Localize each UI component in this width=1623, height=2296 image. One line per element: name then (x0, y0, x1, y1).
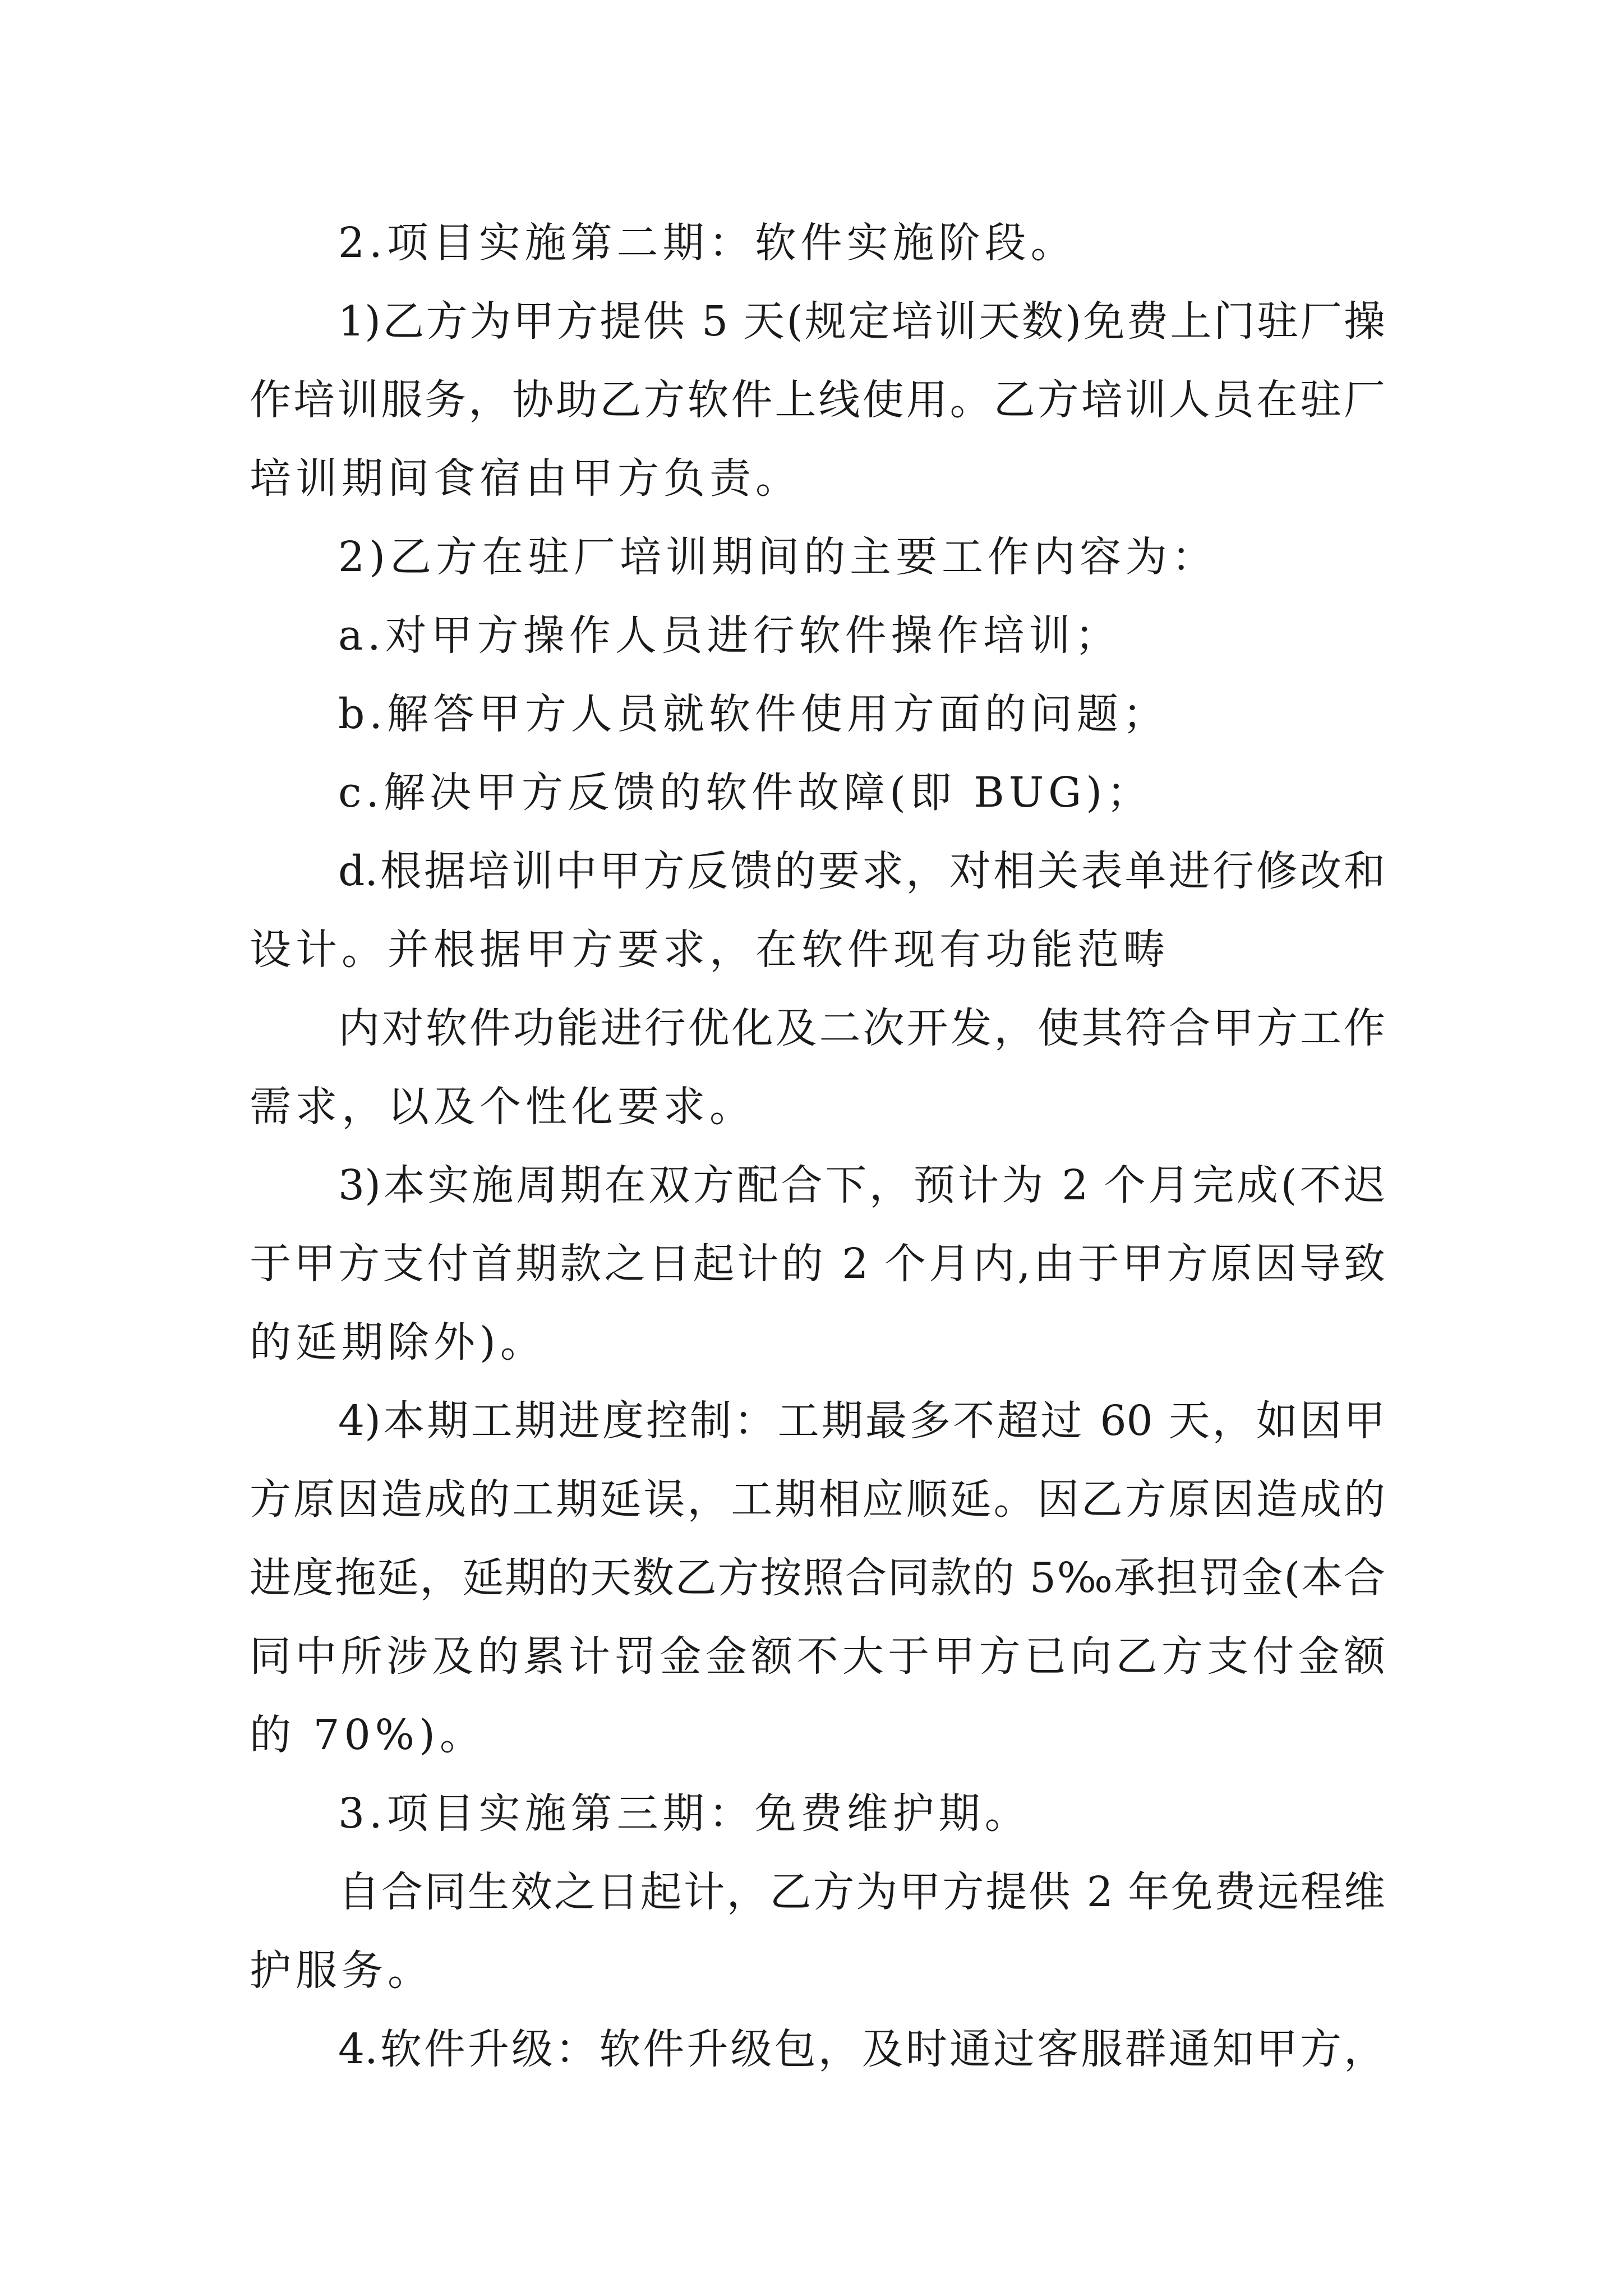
paragraph-line: 作培训服务，协助乙方软件上线使用。乙方培训人员在驻厂 (250, 376, 1385, 424)
paragraph-line: 自合同生效之日起计，乙方为甲方提供 2 年免费远程维 (338, 1868, 1385, 1916)
paragraph-line: 需求，以及个性化要求。 (250, 1083, 755, 1131)
paragraph-line: 设计。并根据甲方要求，在软件现有功能范畴 (250, 926, 1169, 974)
paragraph-line: 方原因造成的工期延误，工期相应顺延。因乙方原因造成的 (250, 1475, 1385, 1524)
paragraph-line: 3)本实施周期在双方配合下，预计为 2 个月完成(不迟 (338, 1161, 1385, 1209)
list-item-a: a.对甲方操作人员进行软件操作培训； (338, 611, 1121, 660)
paragraph-line: 2)乙方在驻厂培训期间的主要工作内容为： (338, 533, 1218, 581)
paragraph-line: 进度拖延，延期的天数乙方按照合同款的 5‰承担罚金(本合 (250, 1554, 1385, 1602)
paragraph-line: 3.项目实施第三期：免费维护期。 (338, 1789, 1031, 1838)
paragraph-line: 同中所涉及的累计罚金金额不大于甲方已向乙方支付金额 (250, 1632, 1385, 1681)
paragraph-line: 2.项目实施第二期：软件实施阶段。 (338, 219, 1077, 267)
list-item-b: b.解答甲方人员就软件使用方面的问题； (338, 690, 1169, 738)
list-item-c: c.解决甲方反馈的软件故障(即 BUG)； (338, 769, 1153, 817)
paragraph-line: 培训期间食宿由甲方负责。 (250, 454, 801, 503)
paragraph-line: 于甲方支付首期款之日起计的 2 个月内,由于甲方原因导致 (250, 1240, 1385, 1288)
paragraph-line: 4.软件升级：软件升级包，及时通过客服群通知甲方， (338, 2025, 1385, 2073)
paragraph-line: 护服务。 (250, 1947, 434, 1995)
paragraph-line: 内对软件功能进行优化及二次开发，使其符合甲方工作 (338, 1004, 1385, 1052)
paragraph-line: 的 70%)。 (250, 1711, 486, 1759)
paragraph-line: 1)乙方为甲方提供 5 天(规定培训天数)免费上门驻厂操 (338, 297, 1385, 346)
list-item-d: d.根据培训中甲方反馈的要求，对相关表单进行修改和 (338, 847, 1385, 895)
paragraph-line: 的延期除外)。 (250, 1318, 546, 1366)
paragraph-line: 4)本期工期进度控制：工期最多不超过 60 天，如因甲 (338, 1397, 1385, 1445)
